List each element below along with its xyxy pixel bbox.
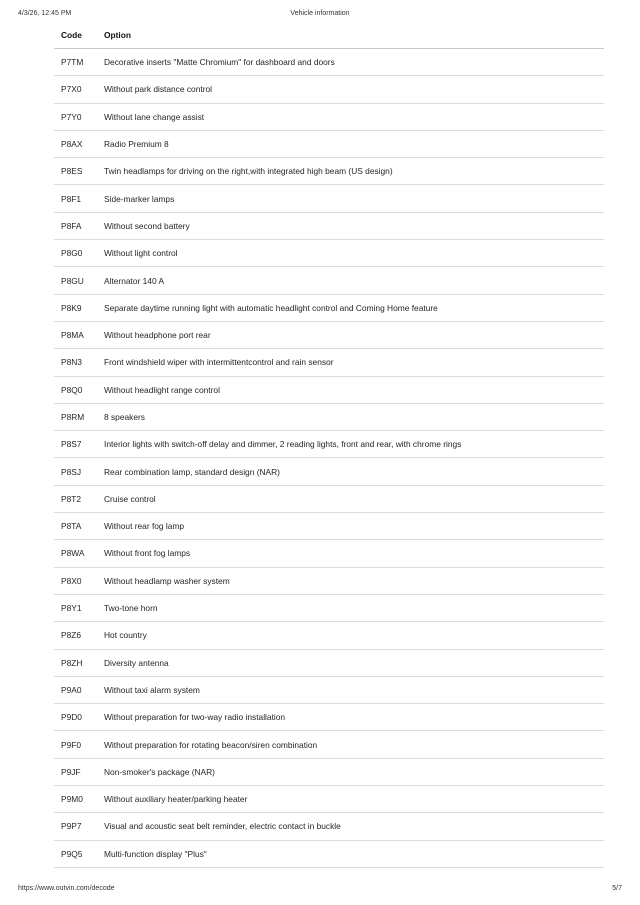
print-title: Vehicle information bbox=[290, 10, 350, 17]
table-row bbox=[54, 458, 604, 485]
table-row bbox=[54, 431, 604, 458]
options-table bbox=[54, 22, 604, 868]
option-description: Cruise control bbox=[97, 485, 604, 512]
option-description: Without headlamp washer system bbox=[97, 567, 604, 594]
table-row bbox=[54, 786, 604, 813]
table-header-row bbox=[54, 22, 604, 49]
option-description: Multi-function display "Plus" bbox=[97, 840, 604, 867]
option-description: Alternator 140 A bbox=[97, 267, 604, 294]
option-code: P8Y1 bbox=[54, 594, 97, 621]
option-code: P9F0 bbox=[54, 731, 97, 758]
option-description: 8 speakers bbox=[97, 403, 604, 430]
option-code: P8T2 bbox=[54, 485, 97, 512]
option-code: P7X0 bbox=[54, 76, 97, 103]
table-row bbox=[54, 731, 604, 758]
table-row bbox=[54, 267, 604, 294]
table-row bbox=[54, 130, 604, 157]
option-description: Decorative inserts "Matte Chromium" for dashboard and doors bbox=[97, 49, 604, 76]
option-code: P9M0 bbox=[54, 786, 97, 813]
option-code: P8TA bbox=[54, 513, 97, 540]
option-description: Diversity antenna bbox=[97, 649, 604, 676]
option-code: P9JF bbox=[54, 758, 97, 785]
option-code: P8ES bbox=[54, 158, 97, 185]
table-row bbox=[54, 622, 604, 649]
table-row bbox=[54, 840, 604, 867]
option-code: P8AX bbox=[54, 130, 97, 157]
option-description: Front windshield wiper with intermittentcontrol and rain sensor bbox=[97, 349, 604, 376]
option-description: Without lane change assist bbox=[97, 103, 604, 130]
print-date: 4/3/26, 12:45 PM bbox=[18, 10, 72, 17]
option-description: Rear combination lamp, standard design (NAR) bbox=[97, 458, 604, 485]
table-row bbox=[54, 240, 604, 267]
option-description: Interior lights with switch-off delay and dimmer, 2 reading lights, front and rear, with chrome rings bbox=[97, 431, 604, 458]
option-code: P8G0 bbox=[54, 240, 97, 267]
option-description: Without rear fog lamp bbox=[97, 513, 604, 540]
option-code: P9A0 bbox=[54, 676, 97, 703]
option-code: P8MA bbox=[54, 321, 97, 348]
option-code: P9D0 bbox=[54, 704, 97, 731]
table-row bbox=[54, 567, 604, 594]
table-row bbox=[54, 158, 604, 185]
option-description: Hot country bbox=[97, 622, 604, 649]
option-code: P7TM bbox=[54, 49, 97, 76]
option-code: P8F1 bbox=[54, 185, 97, 212]
table-row bbox=[54, 49, 604, 76]
option-code: P8Q0 bbox=[54, 376, 97, 403]
table-row bbox=[54, 103, 604, 130]
option-description: Non-smoker's package (NAR) bbox=[97, 758, 604, 785]
table-row bbox=[54, 403, 604, 430]
option-code: P8FA bbox=[54, 212, 97, 239]
option-description: Two-tone horn bbox=[97, 594, 604, 621]
table-row bbox=[54, 704, 604, 731]
option-description: Without light control bbox=[97, 240, 604, 267]
table-row bbox=[54, 76, 604, 103]
table-row bbox=[54, 376, 604, 403]
option-description: Without headlight range control bbox=[97, 376, 604, 403]
table-row bbox=[54, 676, 604, 703]
option-description: Side-marker lamps bbox=[97, 185, 604, 212]
option-description: Radio Premium 8 bbox=[97, 130, 604, 157]
table-row bbox=[54, 485, 604, 512]
table-row bbox=[54, 513, 604, 540]
option-code: P8GU bbox=[54, 267, 97, 294]
option-description: Without headphone port rear bbox=[97, 321, 604, 348]
page-number: 5/7 bbox=[612, 885, 622, 892]
option-code: P8X0 bbox=[54, 567, 97, 594]
option-code: P9Q5 bbox=[54, 840, 97, 867]
table-body bbox=[54, 49, 604, 868]
table-row bbox=[54, 758, 604, 785]
option-code: P8S7 bbox=[54, 431, 97, 458]
table-row bbox=[54, 185, 604, 212]
table-row bbox=[54, 349, 604, 376]
option-code: P7Y0 bbox=[54, 103, 97, 130]
option-description: Without front fog lamps bbox=[97, 540, 604, 567]
option-code: P8N3 bbox=[54, 349, 97, 376]
table-row bbox=[54, 212, 604, 239]
print-footer bbox=[18, 885, 622, 897]
table-row bbox=[54, 540, 604, 567]
option-description: Without preparation for two-way radio installation bbox=[97, 704, 604, 731]
option-description: Without auxiliary heater/parking heater bbox=[97, 786, 604, 813]
option-code: P9P7 bbox=[54, 813, 97, 840]
option-description: Without preparation for rotating beacon/siren combination bbox=[97, 731, 604, 758]
option-code: P8Z6 bbox=[54, 622, 97, 649]
column-header-code: Code bbox=[54, 22, 97, 49]
option-description: Visual and acoustic seat belt reminder, electric contact in buckle bbox=[97, 813, 604, 840]
table-row bbox=[54, 813, 604, 840]
table-row bbox=[54, 594, 604, 621]
option-code: P8WA bbox=[54, 540, 97, 567]
option-code: P8K9 bbox=[54, 294, 97, 321]
option-description: Without second battery bbox=[97, 212, 604, 239]
option-description: Without taxi alarm system bbox=[97, 676, 604, 703]
table-row bbox=[54, 321, 604, 348]
print-header bbox=[18, 10, 622, 22]
column-header-option: Option bbox=[97, 22, 604, 49]
table-row bbox=[54, 649, 604, 676]
table-row bbox=[54, 294, 604, 321]
option-code: P8RM bbox=[54, 403, 97, 430]
print-url: https://www.outvin.com/decode bbox=[18, 885, 115, 892]
option-code: P8ZH bbox=[54, 649, 97, 676]
option-code: P8SJ bbox=[54, 458, 97, 485]
option-description: Without park distance control bbox=[97, 76, 604, 103]
option-description: Twin headlamps for driving on the right,with integrated high beam (US design) bbox=[97, 158, 604, 185]
option-description: Separate daytime running light with automatic headlight control and Coming Home feature bbox=[97, 294, 604, 321]
